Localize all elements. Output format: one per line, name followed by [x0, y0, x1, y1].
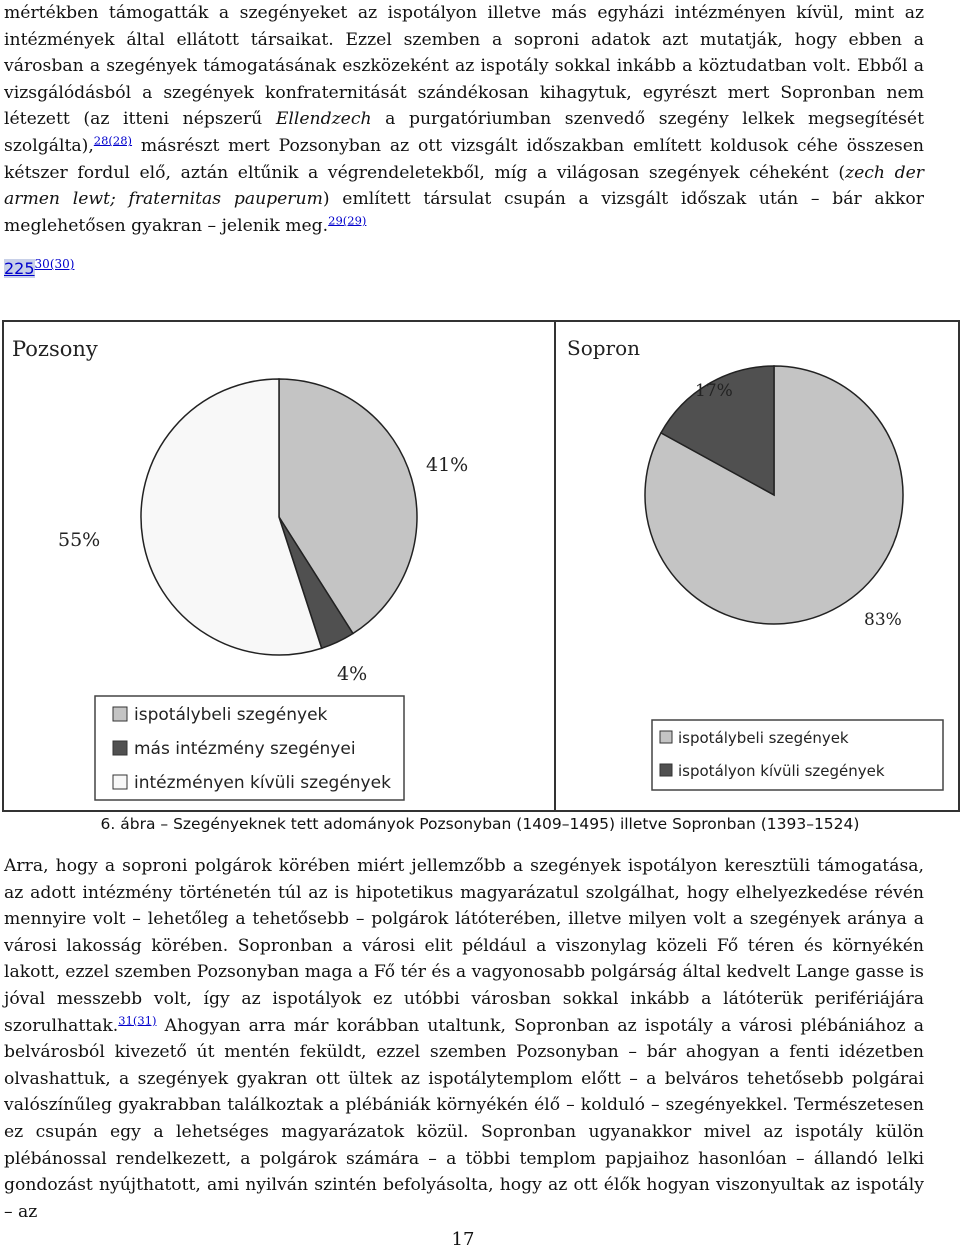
footnote-link-31[interactable]: 31(31) — [118, 1012, 157, 1027]
sopron-chart-title: Sopron — [567, 336, 641, 360]
paragraph-2-text-b: Ahogyan arra már korábban utaltunk, Sopronban az ispotály a városi plébániához a belvárosból kivezető út mentén feküldt, ezzel szemben Pozsonyban – bár ahogyan a fenti idézetben olvashattuk, a szegények gyakran ott ültek az ispotálytemplom előtt – a belváros tehetősebb polgárai valószínűleg gyakrabban találkoztak a plébániák környékén élő – kolduló – szegényekkel. Természetesen ez csupán egy a lehetséges magyarázatok közül. Sopronban ugyanakkor mivel az ispotály külön plébánossal rendelkezett, a polgárok számára – a többi templom papjaihoz hasonlóan – állandó lelki gondozást nyújthatott, ami nyilván szintén befolyásolta, hogy az ott élők hogyan viszonyultak az ispotály – az — [4, 1015, 924, 1222]
paragraph-2 — [4, 853, 924, 1225]
page-reference — [4, 257, 74, 278]
legend-sopron-kivuli: ispotályon kívüli szegények — [678, 762, 885, 780]
paragraph-1-text-b: a purgatóriumban szenvedő szegény lelkek megsegítését szolgálta), — [4, 109, 924, 156]
legend-swatch-ispotaly — [113, 707, 127, 721]
legend-sopron-ispotaly: ispotálybeli szegények — [678, 729, 849, 747]
legend-swatch-sopron-ispotaly — [660, 731, 672, 743]
footnote-link-28[interactable]: 28(28) — [93, 133, 133, 148]
legend-pozsony-ispotaly: ispotálybeli szegények — [134, 705, 328, 725]
legend-swatch-sopron-kivuli — [660, 764, 672, 776]
footnote-link-29[interactable]: 29(29) — [328, 213, 367, 228]
pie-charts — [0, 318, 960, 813]
pozsony-label-kivuli: 55% — [58, 529, 101, 551]
footnote-link-30[interactable]: 30(30) — [34, 257, 75, 271]
legend-swatch-kivuli — [113, 775, 127, 789]
paragraph-1-italic-zech: zech der armen lewt; fraternitas pauperum — [4, 162, 924, 210]
pozsony-pie — [141, 379, 417, 655]
paragraph-1-text-c: másrészt mert Pozsonyban az ott vizsgált időszakban említett koldusok céhe összesen kétszer fordul elő, aztán eltűnik a végrendeletekből, míg a világosan szegények céheként ( — [4, 135, 924, 183]
page-reference-link[interactable]: 225 — [4, 259, 35, 279]
legend-pozsony-kivuli: intézményen kívüli szegények — [134, 773, 391, 793]
page-number: 17 — [451, 1229, 475, 1250]
sopron-label-ispotaly: 83% — [864, 610, 902, 630]
paragraph-1-text-d: ) említett társulat csupán a vizsgált időszak után – bár akkor meglehetősen gyakran – jelenik meg. — [4, 189, 924, 236]
sopron-label-kivuli: 17% — [695, 381, 733, 401]
figure-caption: 6. ábra – Szegényeknek tett adományok Pozsonyban (1409–1495) illetve Sopronban (1393–1524) — [100, 815, 860, 833]
pozsony-legend — [95, 696, 404, 800]
legend-swatch-mas — [113, 741, 127, 755]
paragraph-2-text-a: Arra, hogy a soproni polgárok körében miért jellemzőbb a szegények ispotályon keresztüli támogatása, az adott intézmény történetén túl az is hipotetikus magyarázatul szolgálhat, hogy elhelyezkedése révén mennyire volt – lehetőleg a tehetősebb – polgárok látóterében, illetve milyen volt a szegények aránya a városi lakosság körében. Sopronban a városi elit például a viszonylag közeli Fő téren és környékén lakott, ezzel szemben Pozsonyban maga a Fő tér és a vagyonosabb polgárság által kedvelt Lange gasse is jóval messzebb volt, így az ispotályok ez utóbbi városban sokkal inkább a látóterük perifériájára szorulhattak. — [4, 856, 924, 1036]
legend-pozsony-mas: más intézmény szegényei — [134, 739, 356, 759]
paragraph-1 — [4, 0, 924, 239]
pozsony-label-mas: 4% — [337, 663, 368, 685]
pozsony-label-ispotaly: 41% — [426, 454, 469, 476]
paragraph-1-text-a: mértékben támogatták a szegényeket az ispotályon illetve más egyházi intézményen kívül, mint az intézmények által ellátott társaikat. Ezzel szemben a soproni adatok azt mutatják, hogy ebben a városban a szegények támogatásának eszközeként az ispotály sokkal inkább a köztudatban volt. Ebből a vizsgálódásból a szegények konfraternitását szándékosan kihagytuk, egyrészt mert Sopronban nem létezett (az itteni népszerű — [4, 3, 924, 130]
paragraph-1-italic-ellendzech: Ellendzech — [275, 109, 372, 130]
figure-6 — [0, 318, 960, 813]
sopron-pie — [645, 366, 903, 624]
sopron-legend — [652, 720, 943, 790]
pozsony-chart-title: Pozsony — [12, 337, 98, 361]
